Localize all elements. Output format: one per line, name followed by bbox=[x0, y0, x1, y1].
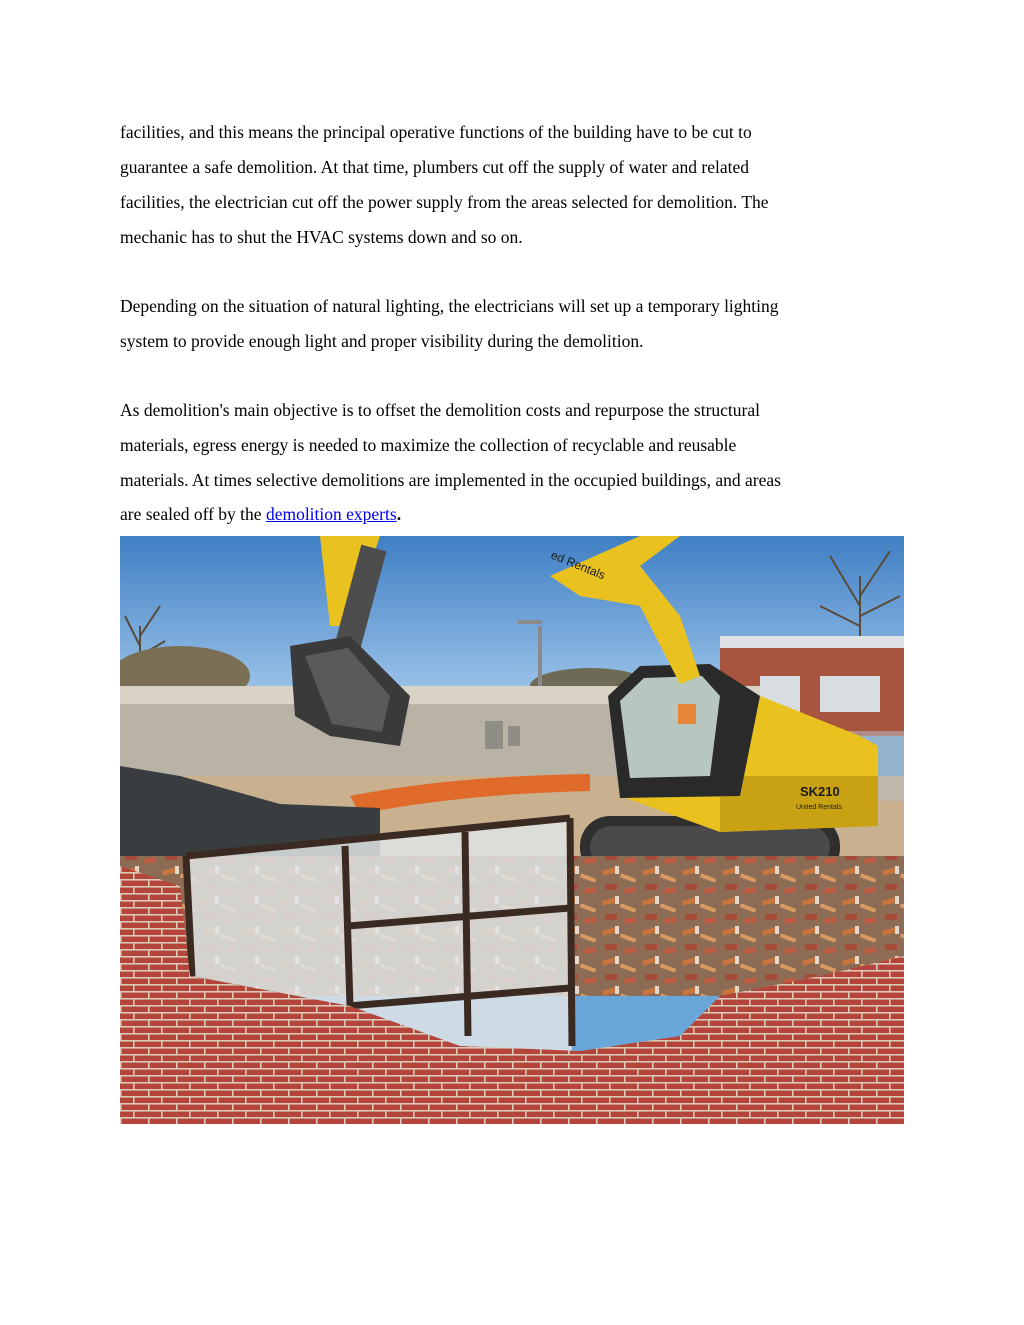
demolition-photo bbox=[120, 536, 904, 1124]
paragraph-line: materials, egress energy is needed to maximize the collection of recyclable and reusable bbox=[120, 435, 737, 455]
excavator-brand-text: United Rentals bbox=[796, 804, 842, 811]
paragraph-line: Depending on the situation of natural lighting, the electricians will set up a temporary lighting bbox=[120, 296, 779, 316]
paragraph-line: facilities, the electrician cut off the power supply from the areas selected for demolition. The bbox=[120, 192, 769, 212]
paragraph-line: materials. At times selective demolitions are implemented in the occupied buildings, and areas bbox=[120, 470, 781, 490]
paragraph-line: guarantee a safe demolition. At that time, plumbers cut off the supply of water and related bbox=[120, 157, 749, 177]
paragraph-line: system to provide enough light and proper visibility during the demolition. bbox=[120, 331, 644, 351]
demolition-experts-link[interactable]: demolition experts bbox=[265, 504, 397, 524]
paragraph-last-line bbox=[120, 503, 401, 525]
excavator-model-text: SK210 bbox=[800, 784, 840, 799]
paragraph-text: are sealed off by the bbox=[120, 504, 266, 524]
paragraph-line: facilities, and this means the principal operative functions of the building have to be cut to bbox=[120, 122, 752, 142]
paragraph-line: As demolition's main objective is to offset the demolition costs and repurpose the structural bbox=[120, 400, 760, 420]
paragraph-period: . bbox=[396, 504, 402, 524]
paragraph-line: mechanic has to shut the HVAC systems down and so on. bbox=[120, 227, 523, 247]
excavator-side-text: ed Rentals bbox=[548, 547, 608, 583]
